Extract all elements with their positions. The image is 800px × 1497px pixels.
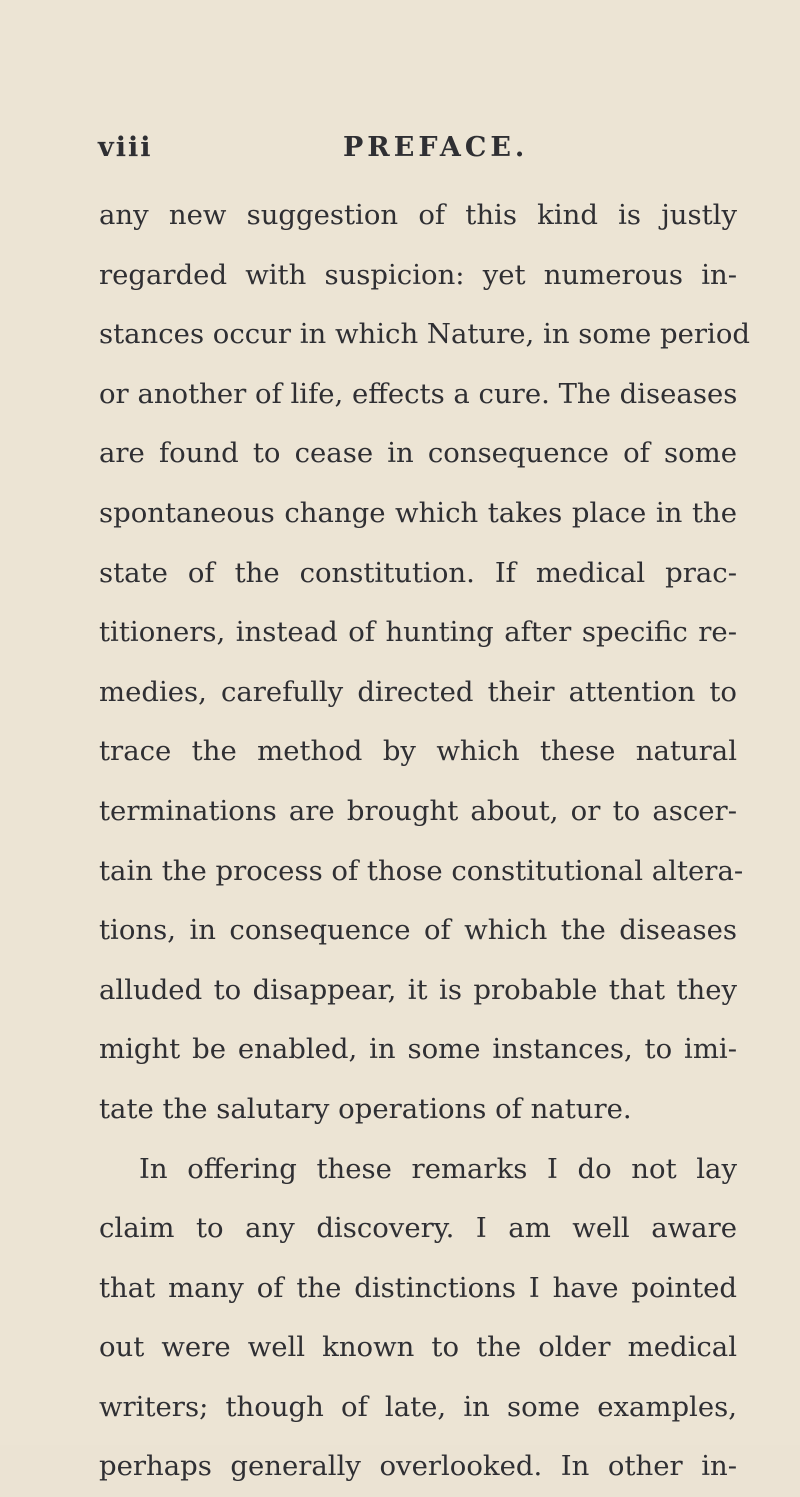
- text-line: regarded with suspicion: yet numerous in-: [99, 258, 737, 291]
- text-line: perhaps generally overlooked. In other in-: [99, 1450, 737, 1483]
- text-line: state of the constitution. If medical prac-: [99, 556, 737, 589]
- text-line: claim to any discovery. I am well aware: [99, 1212, 737, 1245]
- text-line: spontaneous change which takes place in the: [99, 496, 737, 529]
- text-line: terminations are brought about, or to ascer-: [99, 794, 737, 827]
- page-number: viii: [98, 132, 153, 163]
- body-text: [99, 186, 751, 1497]
- text-line: titioners, instead of hunting after specific re-: [99, 616, 737, 649]
- text-line: stances occur in which Nature, in some period: [99, 318, 751, 351]
- text-line: might be enabled, in some instances, to imi-: [99, 1033, 737, 1066]
- text-line: tain the process of those constitutional altera-: [99, 854, 744, 887]
- text-line: In offering these remarks I do not lay: [139, 1152, 737, 1185]
- text-line: medies, carefully directed their attention to: [99, 675, 737, 708]
- text-line: any new suggestion of this kind is justly: [99, 199, 737, 231]
- running-head: PREFACE.: [343, 132, 529, 163]
- text-line: alluded to disappear, it is probable that they: [99, 973, 737, 1006]
- text-line: out were well known to the older medical: [99, 1331, 737, 1364]
- text-line: tions, in consequence of which the diseases: [99, 914, 737, 947]
- text-line: or another of life, effects a cure. The diseases: [99, 377, 738, 410]
- text-line: that many of the distinctions I have pointed: [99, 1271, 737, 1304]
- text-line: trace the method by which these natural: [99, 735, 737, 768]
- text-line: are found to cease in consequence of some: [99, 437, 737, 470]
- page-header: [0, 128, 800, 172]
- text-line: tate the salutary operations of nature.: [99, 1092, 632, 1125]
- text-line: writers; though of late, in some examples,: [99, 1390, 737, 1423]
